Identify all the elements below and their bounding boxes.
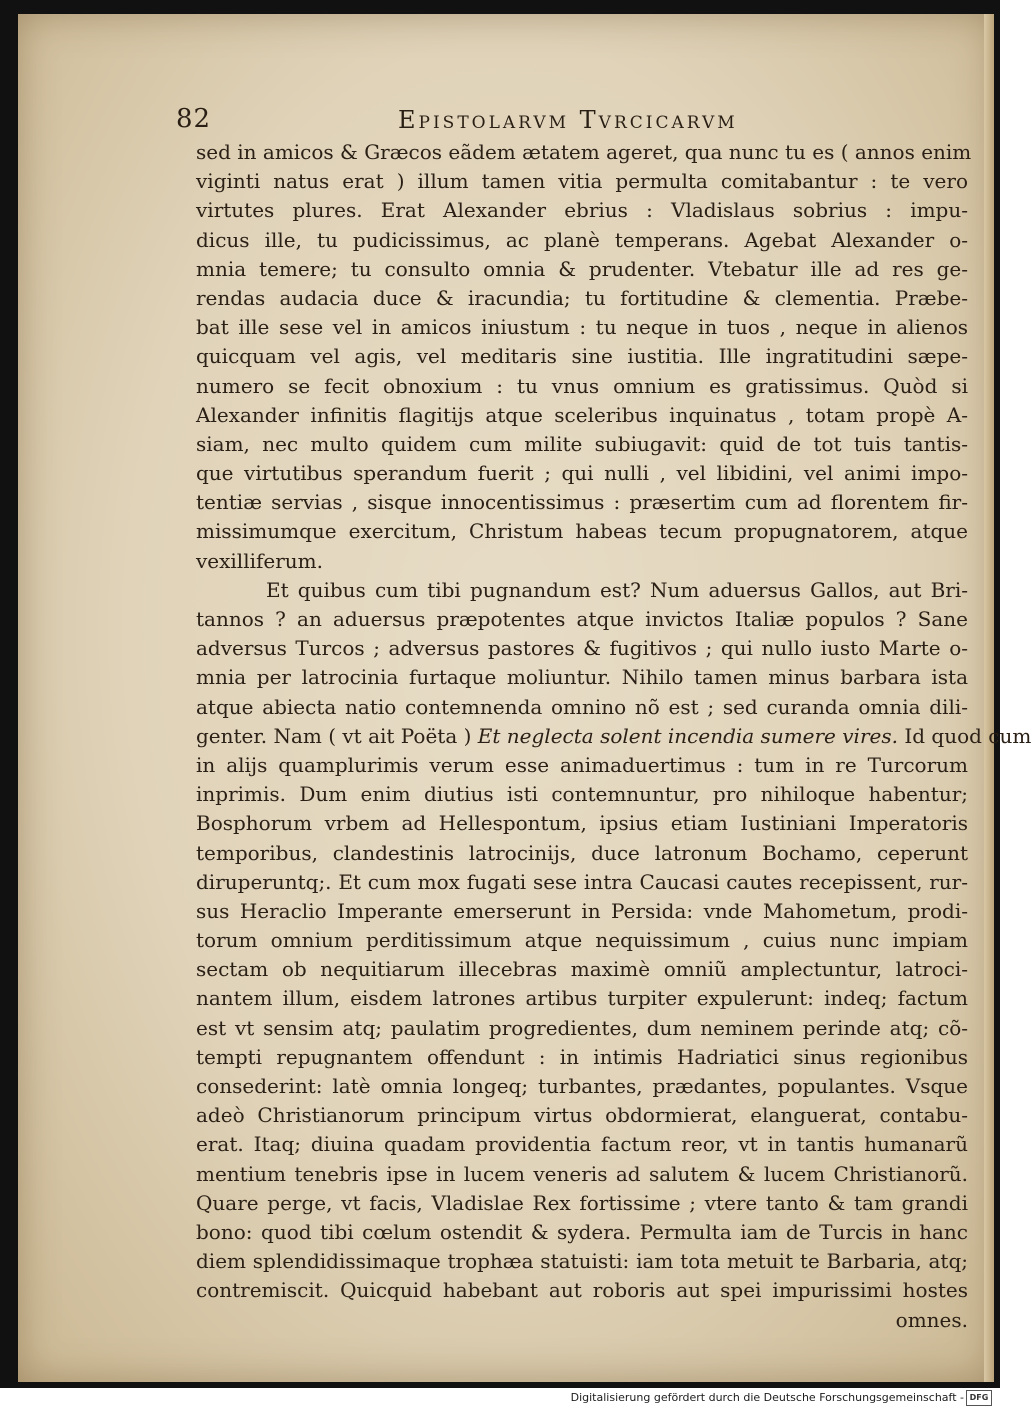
text-line: erat. Itaq; diuina quadam providentia factum reor, vt in tantis humanarũ xyxy=(196,1132,968,1157)
text-line: mnia temere; tu consulto omnia & prudenter. Vtebatur ille ad res ge- xyxy=(196,256,968,281)
text-line: sed in amicos & Græcos eãdem ætatem ageret, qua nunc tu es ( annos enim xyxy=(196,140,972,164)
text-line: torum omnium perditissimum atque nequissimum , cuius nunc impiam xyxy=(196,928,968,953)
text-line: est vt sensim atq; paulatim progredientes, dum neminem perinde atq; cõ- xyxy=(196,1015,968,1040)
dfg-logo: DFG xyxy=(966,1390,992,1406)
text-line: sus Heraclio Imperante emerserunt in Persida: vnde Mahometum, prodi- xyxy=(196,898,968,923)
text-line: adeò Christianorum principum virtus obdormierat, elanguerat, contabu- xyxy=(196,1103,968,1128)
page-edge xyxy=(984,14,994,1382)
text-line: in alijs quamplurimis verum esse animaduertimus : tum in re Turcorum xyxy=(196,752,968,777)
text-line: diem splendidissimaque trophæa statuisti: iam tota metuit te Barbaria, atq; xyxy=(196,1249,968,1274)
text-line: numero se fecit obnoxium : tu vnus omnium es gratissimus. Quòd si xyxy=(196,373,968,398)
text-line: dicus ille, tu pudicissimus, ac planè temperans. Agebat Alexander o- xyxy=(196,227,968,252)
text-line: mentium tenebris ipse in lucem veneris ad salutem & lucem Christianorũ. xyxy=(196,1161,968,1186)
running-head xyxy=(176,100,796,140)
running-title: Epistolarvm Tvrcicarvm xyxy=(398,106,738,134)
text-line: Bosphorum vrbem ad Hellespontum, ipsius etiam Iustiniani Imperatoris xyxy=(196,811,968,836)
text-line: Et quibus cum tibi pugnandum est? Num aduersus Gallos, aut Bri- xyxy=(266,577,968,602)
text-line: viginti natus erat ) illum tamen vitia permulta comitabantur : te vero xyxy=(196,169,968,194)
poet-quote: Et neglecta solent incendia sumere vires. xyxy=(477,723,898,748)
text-line: que virtutibus sperandum fuerit ; qui nulli , vel libidini, vel animi impo- xyxy=(196,461,968,486)
text-line: Alexander infinitis flagitijs atque sceleribus inquinatus , totam propè A- xyxy=(196,402,968,427)
text-line: rendas audacia duce & iracundia; tu fortitudine & clementia. Præbe- xyxy=(196,285,968,310)
text-line: tannos ? an aduersus præpotentes atque invictos Italiæ populos ? Sane xyxy=(196,607,968,631)
text-line: vexilliferum. xyxy=(196,548,324,573)
text-line: bono: quod tibi cœlum ostendit & sydera. Permulta iam de Turcis in hanc xyxy=(196,1219,968,1244)
text-line: virtutes plures. Erat Alexander ebrius : Vladislaus sobrius : impu- xyxy=(196,198,968,223)
text-line: mnia per latrocinia furtaque moliuntur. Nihilo tamen minus barbara ista xyxy=(196,665,968,690)
text-line: quicquam vel agis, vel meditaris sine iustitia. Ille ingratitudini sæpe- xyxy=(196,344,968,369)
text-line: contremiscit. Quicquid habebant aut roboris aut spei impurissimi hostes xyxy=(196,1278,968,1303)
quote-tail: Id quod cum xyxy=(897,723,1031,748)
text-line: Quare perge, vt facis, Vladislae Rex fortissime ; vtere tanto & tam grandi xyxy=(196,1190,968,1215)
text-line: atque abiecta natio contemnenda omnino nõ est ; sed curanda omnia dili- xyxy=(196,694,968,719)
text-line: missimumque exercitum, Christum habeas tecum propugnatorem, atque xyxy=(196,519,968,544)
text-line: adversus Turcos ; adversus pastores & fugitivos ; qui nullo iusto Marte o- xyxy=(196,636,968,661)
text-line: bat ille sese vel in amicos iniustum : tu neque in tuos , neque in alienos xyxy=(196,315,968,340)
quote-lead: genter. Nam ( vt ait Poëta ) xyxy=(196,723,472,748)
text-line: siam, nec multo quidem cum milite subiugavit: quid de tot tuis tantis- xyxy=(196,431,968,456)
text-line: diruperuntq;. Et cum mox fugati sese intra Caucasi cautes recepissent, rur- xyxy=(196,869,968,894)
footer-bar xyxy=(0,1388,1000,1408)
text-line: tentiæ servias , sisque innocentissimus : præsertim cum ad florentem fir- xyxy=(196,490,968,515)
text-line: inprimis. Dum enim diutius isti contemnuntur, pro nihiloque habentur; xyxy=(196,782,968,807)
text-line: nantem illum, eisdem latrones artibus turpiter expulerunt: indeq; factum xyxy=(196,986,968,1011)
text-line: sectam ob nequitiarum illecebras maximè omniũ amplectuntur, latroci- xyxy=(196,957,968,982)
text-line-with-quote xyxy=(196,722,1031,751)
text-block xyxy=(196,138,1031,1335)
catchword: omnes. xyxy=(895,1307,968,1332)
text-line: temporibus, clandestinis latrocinijs, duce latronum Bochamo, ceperunt xyxy=(196,840,968,865)
page-number: 82 xyxy=(176,104,212,134)
text-line: tempti repugnantem offendunt : in intimis Hadriatici sinus regionibus xyxy=(196,1044,968,1069)
text-line: consederint: latè omnia longeq; turbantes, prædantes, populantes. Vsque xyxy=(196,1074,968,1098)
funding-credit: Digitalisierung gefördert durch die Deutsche Forschungsgemeinschaft - xyxy=(570,1391,964,1404)
